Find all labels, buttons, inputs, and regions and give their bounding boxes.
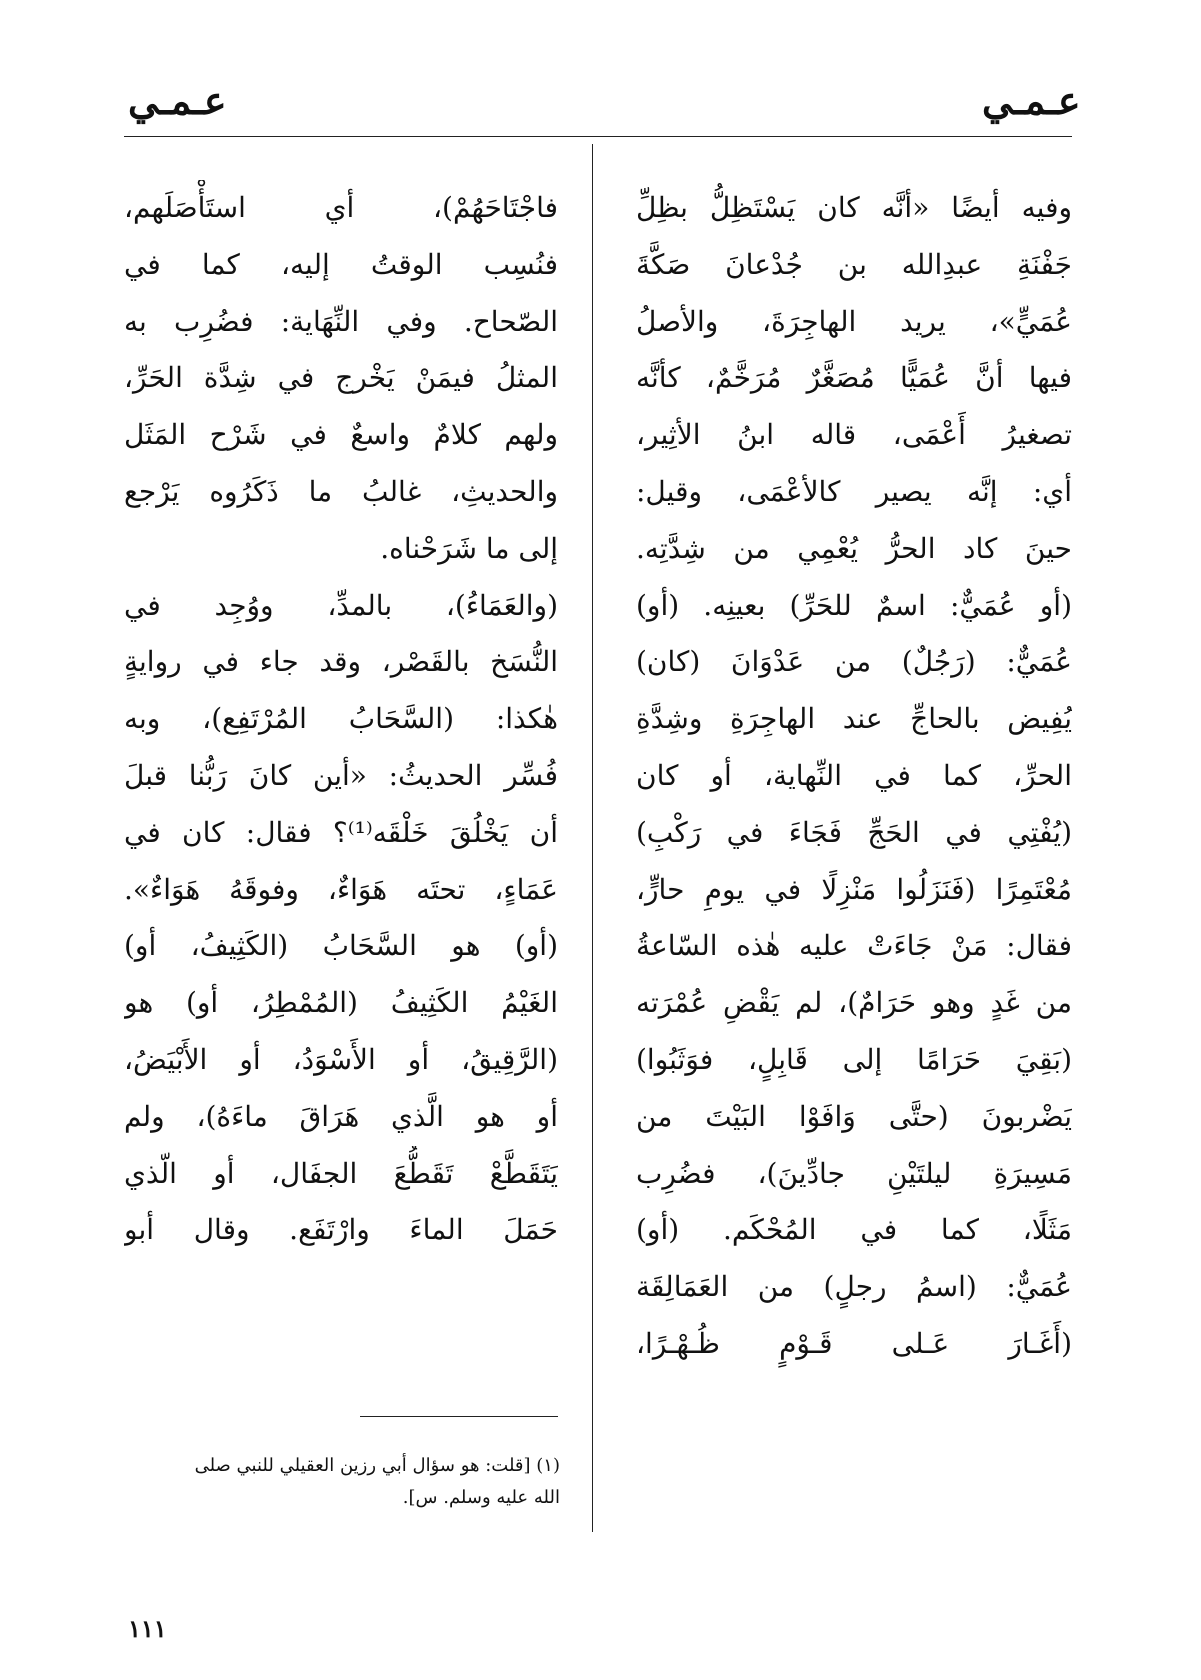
text-line: (أو عُمَيٌّ: اسمٌ للحَرِّ) بعينِه. (أو) xyxy=(636,588,1072,622)
text-line: عَمَاءٍ، تحتَه هَوَاءٌ، وفوقَهُ هَوَاءٌ». xyxy=(124,872,558,906)
text-line: مَسِيرَةِ ليلتَيْنِ جادِّينَ)، فضُرِب xyxy=(636,1156,1072,1190)
text-line: جَفْنَةِ عبدِالله بن جُدْعانَ صَكَّةَ xyxy=(636,247,1072,281)
text-line: فاجْتَاحَهُمْ)، أي استَأْصَلَهم، xyxy=(124,191,558,224)
text-line: (بَقِيَ حَرَامًا إلى قَابِلٍ، فوَثَبُوا) xyxy=(636,1042,1072,1076)
text-line: ولهم كلامٌ واسعٌ في شَرْح المَثَل xyxy=(124,418,558,452)
text-line: تصغيرُ أَعْمَى، قاله ابنُ الأثِير، xyxy=(636,418,1072,452)
footnote-line: (١) [قلت: هو سؤال أبي رزين العقيلي للنبي صلى xyxy=(194,1455,560,1476)
text-line: أن يَخْلُقَ خَلْقَه⁽¹⁾؟ فقال: كان في xyxy=(124,815,558,849)
text-line: الحرِّ، كما في النِّهاية، أو كان xyxy=(636,758,1072,792)
left-text-column xyxy=(124,180,558,1259)
text-line: فنُسِب الوقتُ إليه، كما في xyxy=(124,247,558,281)
page-number: ١١١ xyxy=(128,1614,167,1643)
text-line: أي: إنَّه يصير كالأعْمَى، وقيل: xyxy=(636,474,1072,508)
text-line: يَتَقَطَّعْ تَقَطُّعَ الجفَال، أو الّذي xyxy=(124,1156,558,1190)
text-line: هٰكذا: (السَّحَابُ المُرْتَفِع)، وبه xyxy=(124,702,558,736)
text-line: من غَدٍ وهو حَرَامٌ)، لم يَقْضِ عُمْرَته xyxy=(636,986,1072,1020)
text-line: والحديثِ، غالبُ ما ذَكَرُوه يَرْجع xyxy=(124,474,558,508)
text-line: وفيه أيضًا «أنَّه كان يَسْتَظِلُّ بظِلِّ xyxy=(636,191,1072,224)
text-line: يُفِيض بالحاجِّ عند الهاجِرَةِ وشِدَّةِ xyxy=(636,702,1072,736)
text-line: فيها أنَّ عُمَيًّا مُصَغَّرٌ مُرَخَّمٌ، كأنَّه xyxy=(636,361,1072,395)
text-line: (يُفْتِي في الحَجِّ فَجَاءَ في رَكْبِ) xyxy=(636,815,1072,849)
text-line: عُمَيٌّ: (رَجُلٌ) من عَدْوَانَ (كان) xyxy=(636,645,1072,679)
text-line: عُمَيٍّ»، يريد الهاجِرَةَ، والأصلُ xyxy=(636,304,1072,338)
text-line: (والعَمَاءُ)، بالمدِّ، ووُجِد في xyxy=(124,588,558,622)
text-line: إلى ما شَرَحْناه. xyxy=(380,531,558,565)
running-head-right: عـمـي xyxy=(982,78,1081,123)
header-rule xyxy=(124,136,1072,137)
text-line: حَمَلَ الماءَ وارْتَفَع. وقال أبو xyxy=(124,1213,558,1247)
column-divider xyxy=(592,144,593,1532)
text-line: يَضْربونَ (حتَّى وَافَوْا البَيْتَ من xyxy=(636,1099,1072,1133)
text-line: حينَ كاد الحرُّ يُعْمِي من شِدَّتِه. xyxy=(636,531,1072,565)
text-line: الصّحاح. وفي النِّهَاية: فضُرِب به xyxy=(124,304,558,338)
footnote xyxy=(124,1450,560,1514)
text-line: عُمَيٌّ: (اسمُ رجلٍ) من العَمَالِقَة xyxy=(636,1270,1072,1304)
text-line: الغَيْمُ الكَثِيفُ (المُمْطِرُ، أو) هو xyxy=(124,986,558,1020)
footnote-rule xyxy=(360,1416,558,1417)
text-line: أو هو الَّذي هَرَاقَ ماءَهُ)، ولم xyxy=(124,1099,558,1133)
text-line: النُّسَخ بالقَصْر، وقد جاء في روايةٍ xyxy=(124,645,558,679)
right-text-column xyxy=(636,180,1072,1373)
text-line: مُعْتَمِرًا (فَنَزَلُوا مَنْزِلًا في يومِ حارٍّ، xyxy=(636,872,1072,906)
text-line: المثلُ فيمَنْ يَخْرج في شِدَّة الحَرِّ، xyxy=(124,361,558,395)
footnote-line: الله عليه وسلم. س]. xyxy=(402,1487,560,1508)
text-line: (أَغَـارَ عَـلى قَـوْمٍ ظُـهْـرًا، xyxy=(636,1326,1072,1360)
text-line: (أو) هو السَّحَابُ (الكَثِيفُ، أو) xyxy=(124,929,558,963)
text-line: فُسِّر الحديثُ: «أين كانَ رَبُّنا قبلَ xyxy=(124,758,558,792)
text-line: (الرَّقِيقُ، أو الأَسْوَدُ، أو الأَبْيَضُ، xyxy=(124,1042,558,1076)
text-line: فقال: مَنْ جَاءَتْ عليه هٰذه السّاعةُ xyxy=(636,929,1072,963)
running-head-left: عـمـي xyxy=(128,78,227,123)
text-line: مَثَلًا، كما في المُحْكَم. (أو) xyxy=(636,1213,1072,1247)
